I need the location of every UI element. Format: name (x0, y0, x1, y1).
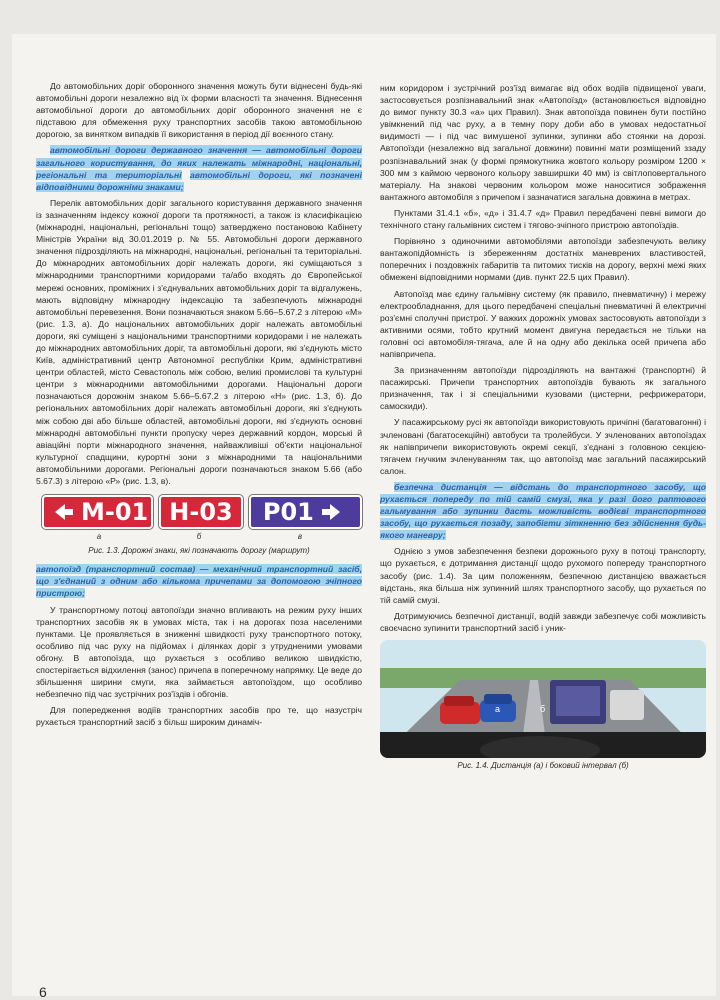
page-number: 6 (39, 984, 47, 1000)
scene-label-b: б (540, 704, 546, 715)
definition-text: безпечна дистанція — відстань до транспортного засобу, що рухається попереду по тій самій смузі, яка у разі його раптового гальмування або зупинки дасть можливість водієві транспортного засобу, що рухається позаду, запобігти зіткненню без здійснення будь-якого маневру; (380, 481, 706, 541)
figure-caption: Рис. 1.3. Дорожні знаки, які позначають дорогу (маршрут) (88, 546, 310, 556)
sign-text: Р01 (262, 498, 314, 527)
paragraph: Однією з умов забезпечення безпеки дорожнього руху в потоці транспорту, що рухається, є дотримання дистанції щодо рухомого попереду транспортного засобу (рис. 1.4). За цим положенням, безпечною дистанцією вважається відстань, яка більша ніж зупинний шлях транспортного засобу, що рухається по тій самій смузі. (380, 546, 706, 605)
definition-text: автомобільні дороги державного значення — автомобільні дороги загального користування, до яких належать міжнародні, національні, регіональні та територіальні (36, 145, 362, 180)
scene-label-a: а (495, 704, 501, 715)
sign-letter: в (297, 532, 303, 542)
sign-text: М-01 (81, 498, 149, 527)
road-distance-illustration (380, 640, 706, 758)
definition-text-end: автомобільні дороги, які позначені відповідними дорожніми знаками; (36, 169, 363, 192)
paragraph: ним коридором і зустрічний роз'їзд вимагає від обох водіїв підвищеної уваги, застосовується розпізнавальний знак «Автопоїзд» (встановлюється відповідно до вимог пункту 30.3 «а» цих Правил). Знак автопоїзда повинен бути постійно увімкнений під час руху, а в темну пору доби або в умовах недостатньої видимості — і під час вимушеної зупинки, зупинки або стоянки на дорозі. Автопоїзди (незалежно від загальної довжини) повинні мати розміщений ззаду розпізнавальний знак (у формі прямокутника жовтого кольору розміром 1200 × 300 мм з каймою червоного кольору завширшки 40 мм) із світлоповертального матеріалу. На знакові червоним кольором може наноситися зображення вантажного автомобіля з причепом і зазначатися загальна довжина в метрах. (380, 83, 706, 202)
paragraph: Пунктами 31.4.1 «б», «д» і 31.4.7 «д» Правил передбачені певні вимоги до технічного стану гальмівних систем і тягово-зчіпного пристрою автопоїздів. (380, 207, 706, 231)
right-column (380, 82, 706, 778)
paragraph: Дотримуючись безпечної дистанції, водій завжди забезпечує собі можливість своєчасно зупинити транспортний засіб і уник- (380, 610, 706, 633)
sign-letters (42, 531, 362, 543)
sign-letter: а (96, 532, 102, 542)
arrow-right-icon (320, 502, 342, 522)
paragraph: Для попередження водіїв транспортних засобів про те, що назустріч рухається транспортний засіб з більш широким динаміч- (36, 705, 362, 728)
definition-safe-distance (380, 481, 706, 541)
road-signs-figure (42, 495, 362, 529)
paragraph: Перелік автомобільних доріг загального користування державного значення із зазначенням індексу кожної дороги та протяжності, а також із класифікацією (міжнародні, національні, регіональні тощо) затверджено постановою Кабінету Міністрів України від 30.01.2019 р. № 55. Автомобільні дороги державного значення підрозділяють на міжнародні, національні, регіональні та територіальні. До міжнародних автомобільних доріг належать дороги, які суміщаються з міжнародними транспортними коридорами та/або входять до Європейської мережі основних, проміжних і з'єднувальних автомобільних доріг та відгалужень, мають відповідну міжнародну індексацію та забезпечують міжнародні автомобільні перевезення. Вони позначаються знаком 5.66–5.67.2 з літерою «М» (рис. 1.3, а). До національних автомобільних доріг належать автомобільні дороги, які суміщені з національними транспортними коридорами і не належать до міжнародних автомобільних доріг, та автомобільні дороги, які з'єднують місто Київ, адміністративний центр Автономної республіки Крим, адміністративні центри областей, місто Севастополь між собою, великі промислові та культурні центри з міжнародними автомобільними дорогами. Національні дороги позначаються дорожнім знаком 5.66–5.67.2 з літерою «Н» (рис. 1.3, б). До регіональних автомобільних доріг належать автомобільні дороги, які з'єднують між собою дві або більше областей, автомобільні дороги, які з'єднують основні міжнародні автомобільні пункти пропуску через державний кордон, морські й авіаційні порти міжнародного значення, найважливіші об'єкти національної культурної спадщини, курортні зони з міжнародними та національними автомобільними дорогами. Регіональні дороги позначаються знаком 5.66 (або 5.67.3) з літерою «Р» (рис. 1.3, в). (36, 197, 362, 486)
definition-road-train (36, 563, 362, 599)
definition-state-roads (36, 144, 362, 192)
paragraph: За призначенням автопоїзди підрозділяють на вантажні (транспортні) й пасажирські. Причепи транспортних автопоїздів бувають як загального призначення, так і зі спеціальними кузовами (цистерни, рефрижератори, самоскиди). (380, 365, 706, 412)
paragraph: До автомобільних доріг оборонного значення можуть бути віднесені будь-які автомобільні дороги незалежно від їх форми власності та значення. Віднесення автомобільної дороги до автомобільних доріг оборонного значення не є підставою для обмеження руху транспортних засобів такою автомобільною дорогою, за винятком випадків її використання в період дії воєнного стану. (36, 81, 362, 140)
paragraph: У транспортному потоці автопоїзди значно впливають на режим руху інших транспортних засобів як в умовах міста, так і на дорогах поза населеними пунктами. Це проявляється в зниженні швидкості руху транспортного потоку, особливо під час руху на підйомах і ділянках доріг з утрудненими умовами обгону. В автопоїзда, що рухається з особливо великою швидкістю, спостерігається відхилення (занос) причепа в поперечному напрямку. Це веде до збільшення ширини смуги, яка займається автопоїздом, що особливо небезпечно під час зустрічних роз'їздів і обгонів. (36, 604, 362, 700)
paragraph: Автопоїзд має єдину гальмівну систему (як правило, пневматичну) і мережу електрообладнання, для цього передбачені спеціальні пневматичні й електричні роз'ємні сполучні пристрої. У важких дорожніх умовах застосовують автопоїзди з активними осями, тобто крутний момент двигуна передається не тільки на головні осі автомобіля-тягача, але й на одну або декілька осей причепа або напівпричепа. (380, 288, 706, 359)
sign-letter: б (196, 532, 202, 542)
definition-text: автопоїзд (транспортний состав) — механічний транспортний засіб, що з'єднаний з одним або кількома причепами за допомогою зчіпного пристрою; (36, 564, 362, 599)
figure-caption: Рис. 1.4. Дистанція (а) і боковий інтервал (б) (457, 761, 629, 771)
road-sign-h03 (159, 495, 242, 529)
left-column (36, 80, 362, 733)
road-sign-m01 (42, 495, 153, 529)
road-scene-image (380, 640, 706, 758)
paragraph: Порівняно з одиночними автомобілями автопоїзди забезпечують велику вантажопідйомність із збереженням достатніх маневрених властивостей, поперечних і поздовжніх габаритів та питомих тисків на дорогу, верхні межі яких обмежені відповідними нормами (див. пункт 22.5 цих Правил). (380, 236, 706, 283)
sign-text: Н-03 (169, 498, 233, 527)
paragraph: У пасажирському русі як автопоїзди використовують причіпні (багатовагонні) і зчленовані (багатосекційні) автобуси та тролейбуси. У зчленованих автопоїздах як напівпричепи використовують окремі секції, з'єднані з головною секцією-тягачем гнучким зчленуванням так, що автопоїзд має загальний пасажирський салон. (380, 417, 706, 476)
road-sign-p01 (249, 495, 362, 529)
page-sheet (12, 34, 716, 1000)
arrow-left-icon (53, 502, 75, 522)
